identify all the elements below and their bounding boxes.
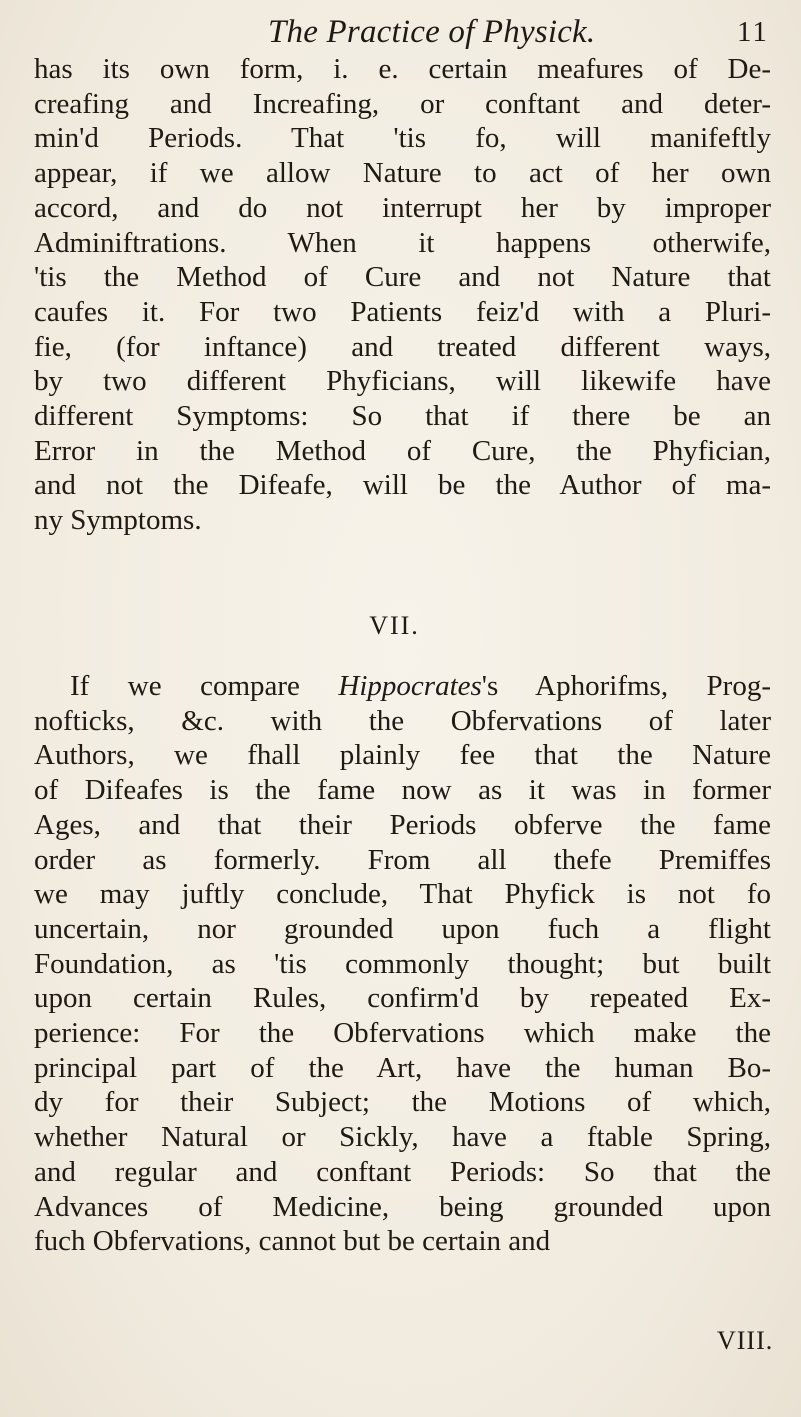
text-line: and regular and conftant Periods: So that the	[34, 1155, 771, 1188]
text-line: uncertain, nor grounded upon fuch a flight	[34, 912, 771, 945]
text-run: 's Aphorifms, Prog-	[481, 670, 771, 702]
text-line: upon certain Rules, confirm'd by repeated Ex-	[34, 982, 771, 1015]
text-line: has its own form, i. e. certain meafures of De-	[34, 53, 771, 85]
text-line: different Symptoms: So that if there be an	[34, 400, 771, 433]
text-line: Adminiftrations. When it happens otherwife,	[34, 226, 771, 259]
paragraph-1	[34, 52, 771, 538]
text-line: Authors, we fhall plainly fee that the Nature	[34, 739, 771, 772]
text-line: Error in the Method of Cure, the Phyfician,	[34, 434, 771, 467]
text-run: If we compare	[70, 670, 339, 702]
text-line: of Difeafes is the fame now as it was in former	[34, 774, 771, 807]
author-name: Hippocrates	[338, 670, 482, 702]
text-line: order as formerly. From all thefe Premiffes	[34, 843, 771, 876]
text-line: whether Natural or Sickly, have a ftable Spring,	[34, 1121, 771, 1154]
text-line: dy for their Subject; the Motions of which,	[34, 1086, 771, 1119]
text-line: 'tis the Method of Cure and not Nature that	[34, 261, 771, 294]
text-line: min'd Periods. That 'tis fo, will manifeftly	[34, 122, 771, 155]
page-header	[0, 12, 801, 52]
paragraph-2	[34, 669, 771, 1259]
text-line: principal part of the Art, have the human Bo-	[34, 1051, 771, 1084]
text-line: fie, (for inftance) and treated different ways,	[34, 330, 771, 363]
catchword: VIII.	[717, 1326, 774, 1355]
text-line: accord, and do not interrupt her by improper	[34, 191, 771, 224]
text-line: Foundation, as 'tis commonly thought; but built	[34, 947, 771, 980]
text-line: we may juftly conclude, That Phyfick is not fo	[34, 878, 771, 911]
text-line: creafing and Increafing, or conftant and deter-	[34, 87, 771, 120]
text-line: ny Symptoms.	[34, 504, 202, 537]
text-line: caufes it. For two Patients feiz'd with a Pluri-	[34, 295, 771, 328]
text-line: and not the Difeafe, will be the Author of ma-	[34, 469, 771, 502]
text-line: perience: For the Obfervations which make the	[34, 1017, 771, 1050]
text-line: fuch Obfervations, cannot but be certain and	[34, 1225, 551, 1258]
text-line: appear, if we allow Nature to act of her own	[34, 157, 771, 190]
text-line: Advances of Medicine, being grounded upon	[34, 1190, 771, 1223]
text-line: Ages, and that their Periods obferve the fame	[34, 808, 771, 841]
text-line: nofticks, &c. with the Obfervations of later	[34, 704, 771, 737]
page-number: 11	[737, 16, 769, 48]
running-title: The Practice of Physick.	[268, 14, 596, 50]
text-line: by two different Phyficians, will likewife have	[34, 365, 771, 398]
section-heading-vii: VII.	[369, 611, 420, 640]
text-line-first	[34, 669, 771, 704]
